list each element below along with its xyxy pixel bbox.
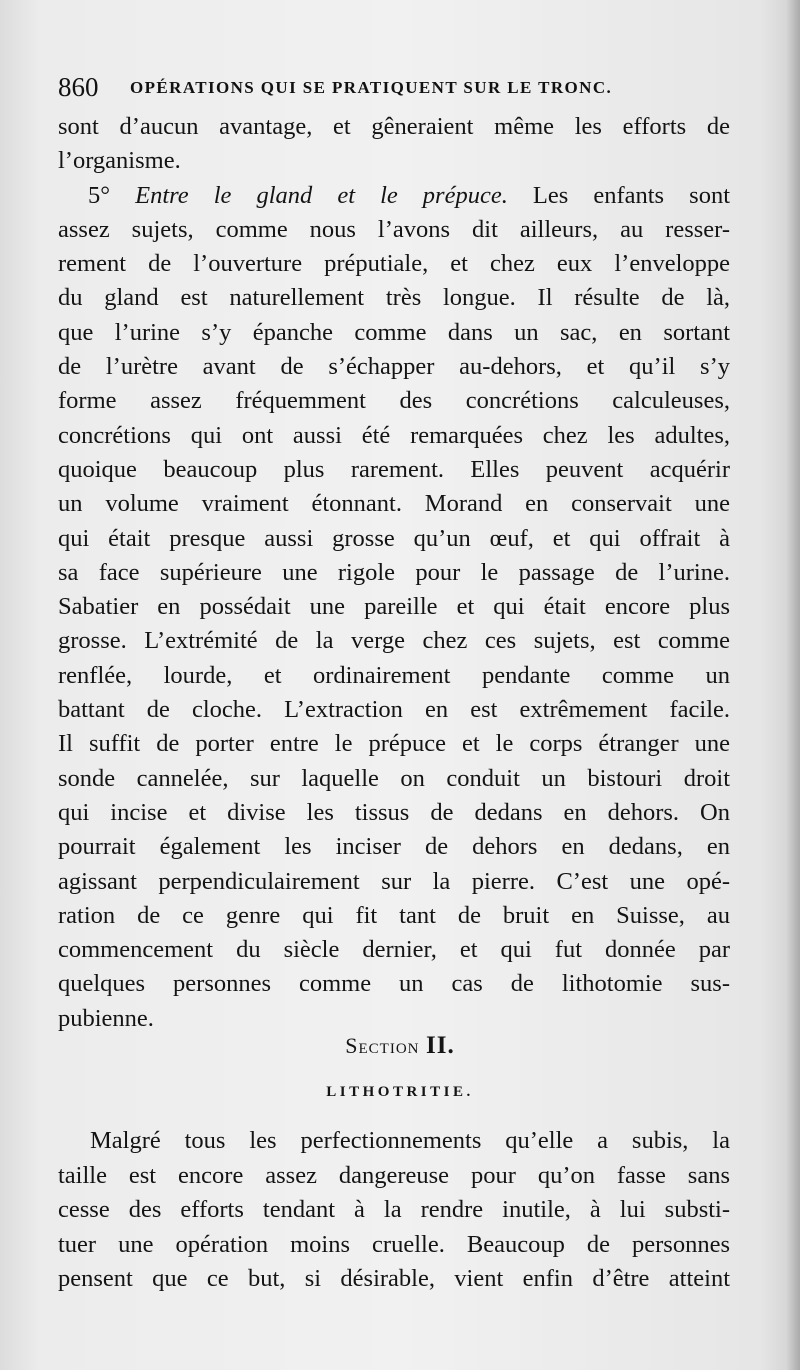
text-line: forme assez fréquemment des concrétions calculeuses, bbox=[58, 387, 730, 415]
text-line: un volume vraiment étonnant. Morand en conservait une bbox=[58, 490, 730, 518]
text-line: du gland est naturellement très longue. Il résulte de là, bbox=[58, 284, 730, 312]
text-line: sont d’aucun avantage, et gêneraient même les efforts de bbox=[58, 113, 730, 140]
text-line: pubienne. bbox=[58, 1004, 154, 1032]
text-line: Il suffit de porter entre le prépuce et le corps étranger une bbox=[58, 730, 730, 758]
item-heading-rest: Les enfants sont bbox=[532, 181, 730, 209]
text-line: de l’urètre avant de s’échapper au-dehors, et qu’il s’y bbox=[58, 353, 730, 381]
text-line: pourrait également les inciser de dehors en dedans, en bbox=[58, 833, 730, 861]
item-heading: Entre le gland et le prépuce. bbox=[135, 181, 508, 209]
text-line: Sabatier en possédait une pareille et qui était encore plus bbox=[58, 593, 730, 621]
text-line: rement de l’ouverture préputiale, et chez eux l’enveloppe bbox=[58, 250, 730, 278]
section-text bbox=[58, 1124, 730, 1297]
running-head bbox=[58, 72, 738, 108]
section-title: LITHOTRITIE. bbox=[326, 1084, 474, 1100]
text-line: ration de ce genre qui fit tant de bruit en Suisse, au bbox=[58, 901, 730, 929]
text-line: pensent que ce but, si désirable, vient enfin d’être atteint bbox=[58, 1265, 730, 1292]
text-line: l’organisme. bbox=[58, 147, 181, 175]
text-line: quelques personnes comme un cas de lithotomie sus- bbox=[58, 970, 730, 998]
text-line: tuer une opération moins cruelle. Beaucoup de personnes bbox=[58, 1230, 730, 1258]
text-line: sonde cannelée, sur laquelle on conduit un bistouri droit bbox=[58, 764, 730, 792]
text-line: sa face supérieure une rigole pour le passage de l’urine. bbox=[58, 558, 730, 586]
text-line: concrétions qui ont aussi été remarquées chez les adultes, bbox=[58, 421, 730, 449]
section-label: Section bbox=[345, 1033, 420, 1058]
text-line: Malgré tous les perfectionnements qu’elle a subis, la bbox=[90, 1127, 730, 1154]
section-heading bbox=[0, 1032, 800, 1060]
running-title: OPÉRATIONS QUI SE PRATIQUENT SUR LE TRONC. bbox=[130, 78, 613, 97]
section-numeral: II. bbox=[426, 1032, 455, 1059]
text-line: battant de cloche. L’extraction en est extrêmement facile. bbox=[58, 696, 730, 724]
item-numeral: 5° bbox=[88, 181, 111, 209]
text-line: commencement du siècle dernier, et qui fut donnée par bbox=[58, 936, 730, 964]
text-line: quoique beaucoup plus rarement. Elles peuvent acquérir bbox=[58, 455, 730, 483]
text-line: grosse. L’extrémité de la verge chez ces sujets, est comme bbox=[58, 627, 730, 655]
text-line: que l’urine s’y épanche comme dans un sac, en sortant bbox=[58, 318, 730, 346]
paragraph-heading-line bbox=[58, 179, 730, 213]
text-line: qui incise et divise les tissus de dedans en dehors. On bbox=[58, 798, 730, 826]
text-line: qui était presque aussi grosse qu’un œuf, et qui offrait à bbox=[58, 524, 730, 552]
text-line: taille est encore assez dangereuse pour qu’on fasse sans bbox=[58, 1161, 730, 1189]
text-line: cesse des efforts tendant à la rendre inutile, à lui substi- bbox=[58, 1196, 730, 1223]
main-text bbox=[58, 110, 730, 1036]
page-number: 860 bbox=[58, 72, 99, 102]
text-line: agissant perpendiculairement sur la pierre. C’est une opé- bbox=[58, 867, 730, 895]
text-line: assez sujets, comme nous l’avons dit ailleurs, au resser- bbox=[58, 215, 730, 243]
text-line: renflée, lourde, et ordinairement pendante comme un bbox=[58, 661, 730, 689]
